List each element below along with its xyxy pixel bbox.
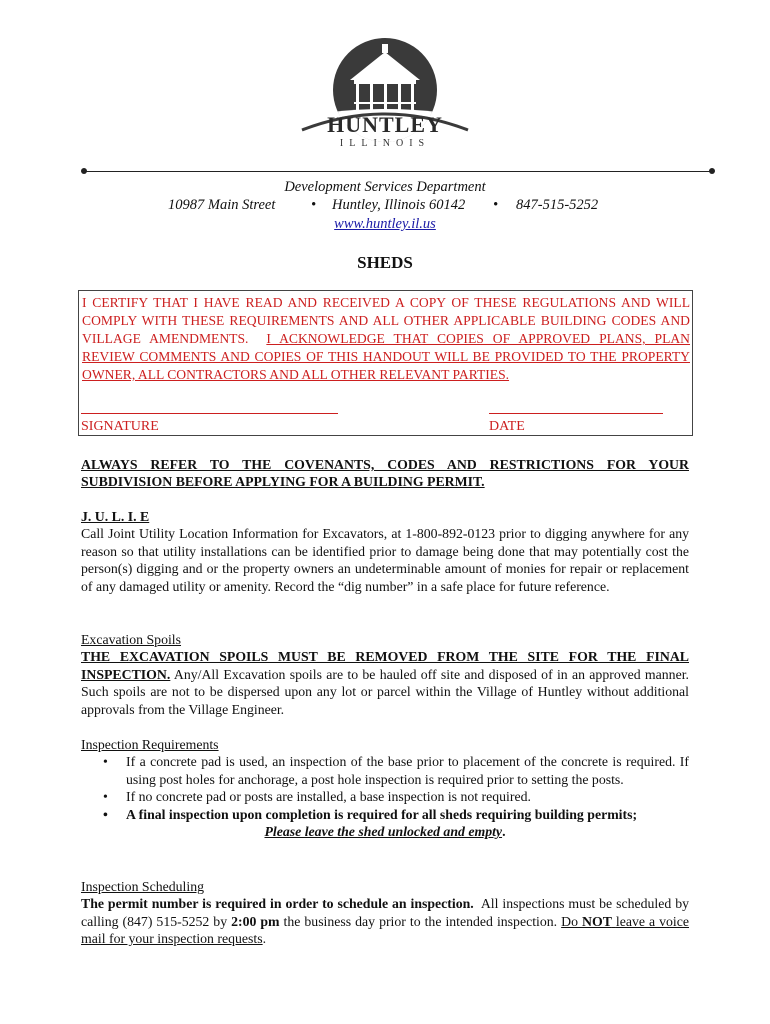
logo-wordmark: HUNTLEY: [327, 112, 443, 137]
shed-reminder-text: Please leave the shed unlocked and empty: [264, 824, 503, 840]
inspection-requirements-heading: Inspection Requirements: [81, 737, 219, 752]
inspection-scheduling-body: [81, 895, 689, 947]
shed-reminder-period: .: [502, 824, 506, 840]
certification-text: [82, 294, 690, 384]
excavation-body: [81, 648, 689, 718]
deadline-time: 2:00 pm: [231, 913, 280, 929]
phone-number: 847-515-5252: [516, 197, 599, 213]
covenants-notice: [81, 456, 689, 490]
inspection-scheduling-heading: Inspection Scheduling: [81, 879, 204, 894]
excavation-details: Any/All Excavation spoils are to be hauled off site and disposed of in an approved manner. Such spoils are not to be dispersed upon any lot or parcel within the Village of Huntley without additional approvals from the Village Engineer.: [81, 666, 689, 717]
inspection-requirements-section: [81, 736, 689, 840]
julie-heading: J. U. L. I. E: [81, 509, 150, 524]
website-link[interactable]: www.huntley.il.us: [334, 216, 436, 232]
scheduling-text: All inspections must be scheduled by calling (847) 515-5252 by: [81, 896, 689, 929]
voicemail-text: leave a voice mail for your inspection requests: [81, 913, 689, 947]
city-state-zip: Huntley, Illinois 60142: [332, 197, 466, 213]
permit-number-notice: The permit number is required in order to schedule an inspection.: [81, 896, 474, 912]
list-item: • A final inspection upon completion is required for all sheds requiring building permits;: [81, 806, 689, 823]
voicemail-period: .: [262, 931, 267, 947]
scheduling-text-2: the business day prior to the intended inspection.: [283, 913, 558, 929]
department-name: Development Services Department: [284, 179, 486, 195]
date-label: DATE: [489, 419, 525, 434]
signature-label: SIGNATURE: [81, 419, 159, 434]
street-address: 10987 Main Street: [168, 197, 276, 213]
page-title: SHEDS: [357, 253, 413, 272]
certification-acknowledgement: I ACKNOWLEDGE THAT COPIES OF APPROVED PLANS, PLAN REVIEW COMMENTS AND COPIES OF THIS HANDOUT WILL BE PROVIDED TO THE PROPERTY OWNER, ALL CONTRACTORS AND ALL OTHER RELEVANT PARTIES.: [82, 331, 691, 382]
covenants-notice-text: ALWAYS REFER TO THE COVENANTS, CODES AND RESTRICTIONS FOR YOUR SUBDIVISION BEFORE APPLYING FOR A BUILDING PERMIT.: [81, 457, 689, 489]
inspection-scheduling-section: [81, 878, 689, 948]
voicemail-not: NOT: [582, 913, 612, 929]
shed-reminder: [81, 823, 689, 840]
inspection-requirements-list: [81, 753, 689, 823]
list-item: • If a concrete pad is used, an inspection of the base prior to placement of the concrete is required. If using post holes for anchorage, a post hole inspection is required prior to setting the posts.: [81, 753, 689, 788]
excavation-heading: Excavation Spoils: [81, 632, 182, 647]
signature-line[interactable]: [81, 413, 338, 414]
julie-body: Call Joint Utility Location Information for Excavators, at 1-800-892-0123 prior to digging anywhere for any reason so that utility installations can be identified prior to damage being done that may potentially cost the person(s) digging and or the property owners an undeterminable amount of monies for repair or replacement of any damaged utility or amenity. Record the “dig number” in a safe place for future reference.: [81, 526, 689, 594]
certification-box: [78, 290, 693, 436]
header-divider: [84, 171, 712, 172]
divider-dot-icon: [81, 168, 87, 174]
logo-subtitle: ILLINOIS: [339, 138, 431, 149]
voicemail-do: Do: [561, 913, 578, 929]
date-line[interactable]: [489, 413, 663, 414]
excavation-requirement: THE EXCAVATION SPOILS MUST BE REMOVED FROM THE SITE FOR THE FINAL INSPECTION.: [81, 649, 689, 682]
certification-statement: I CERTIFY THAT I HAVE READ AND RECEIVED A COPY OF THESE REGULATIONS AND WILL COMPLY WITH THESE REQUIREMENTS AND ALL OTHER APPLICABLE BUILDING CODES AND VILLAGE AMENDMENTS.: [82, 295, 690, 346]
list-item: • If no concrete pad or posts are installed, a base inspection is not required.: [81, 788, 689, 805]
address-separator: •: [311, 197, 317, 213]
divider-dot-icon: [709, 168, 715, 174]
julie-section: [81, 508, 689, 595]
excavation-section: [81, 631, 689, 718]
address-separator: •: [493, 197, 499, 213]
